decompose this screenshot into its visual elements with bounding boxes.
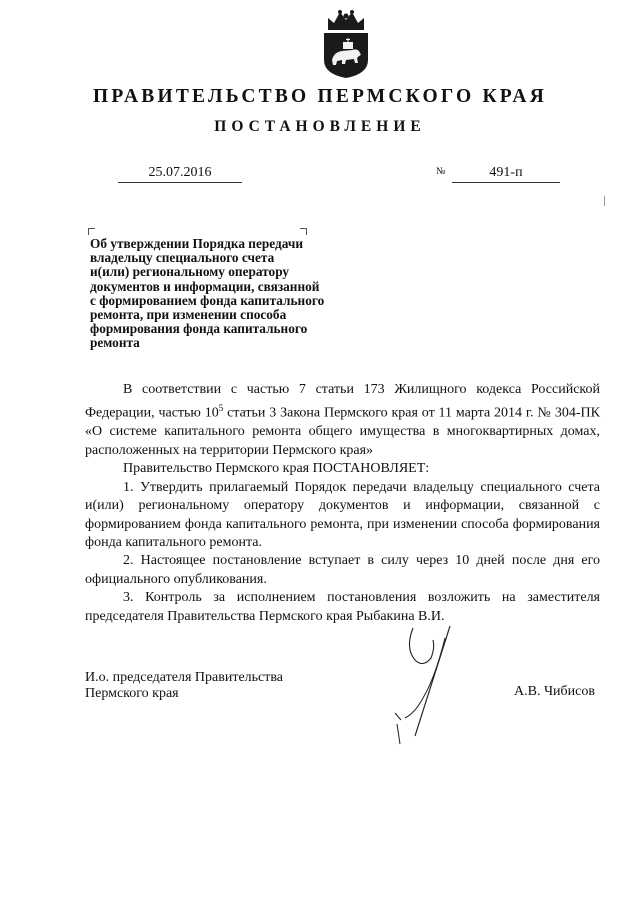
title-line: документов и информации, связанной (90, 278, 320, 294)
position-line: И.о. председателя Правительства (85, 670, 284, 685)
preamble-text-a: В соответствии с частью 7 статьи 173 Жилищного кодекса Российской Федерации, частью 10 (85, 382, 600, 422)
paragraph-item-3: 3. Контроль за исполнением постановления возложить на заместителя председателя Правительства Пермского края Рыбакина В.И. (85, 590, 600, 624)
title-line: с формированием фонда капитального (90, 292, 325, 308)
document-body (85, 381, 600, 626)
position-line: Пермского края (85, 686, 179, 701)
document-number: 491-п (452, 164, 560, 183)
title-line: ремонта (90, 335, 140, 351)
preamble-text-b: статьи 3 Закона Пермского края от 11 марта 2014 г. № 304-ПК «О системе капитального ремонта общего имущества в многоквартирных домах, расположенных на территории Пермского края» (85, 406, 600, 458)
number-sign: № (436, 166, 446, 177)
document-type: ПОСТАНОВЛЕНИЕ (214, 118, 426, 135)
title-line: и(или) региональному оператору (90, 264, 290, 280)
title-line: формирования фонда капитального (90, 321, 308, 337)
paragraph-resolves: Правительство Пермского края ПОСТАНОВЛЯЕТ: (123, 461, 430, 477)
title-line: владельцу специального счета (90, 250, 275, 266)
document-title (90, 237, 370, 351)
signatory-position (85, 670, 283, 702)
handwritten-signature-icon (375, 618, 465, 748)
margin-mark (604, 196, 605, 206)
paragraph-item-1: 1. Утвердить прилагаемый Порядок передачи владельцу специального счета и(или) региональному оператору документов и информации, связанной с формированием фонда капитального ремонта, при изменении способа формирования фонда капитального ремонта. (85, 479, 600, 550)
coat-of-arms-icon (320, 8, 372, 80)
title-line: Об утверждении Порядка передачи (90, 236, 303, 251)
title-line: ремонта, при изменении способа (90, 307, 287, 323)
title-corner-left (88, 228, 95, 235)
paragraph-preamble (85, 381, 600, 460)
document-date: 25.07.2016 (118, 164, 242, 183)
title-corner-right (300, 228, 307, 235)
preamble-superscript: 5 (218, 403, 224, 414)
paragraph-item-2: 2. Настоящее постановление вступает в силу через 10 дней после дня его официального опубликования. (85, 553, 600, 587)
signatory-name: А.В. Чибисов (514, 684, 595, 699)
government-name: ПРАВИТЕЛЬСТВО ПЕРМСКОГО КРАЯ (93, 86, 547, 107)
